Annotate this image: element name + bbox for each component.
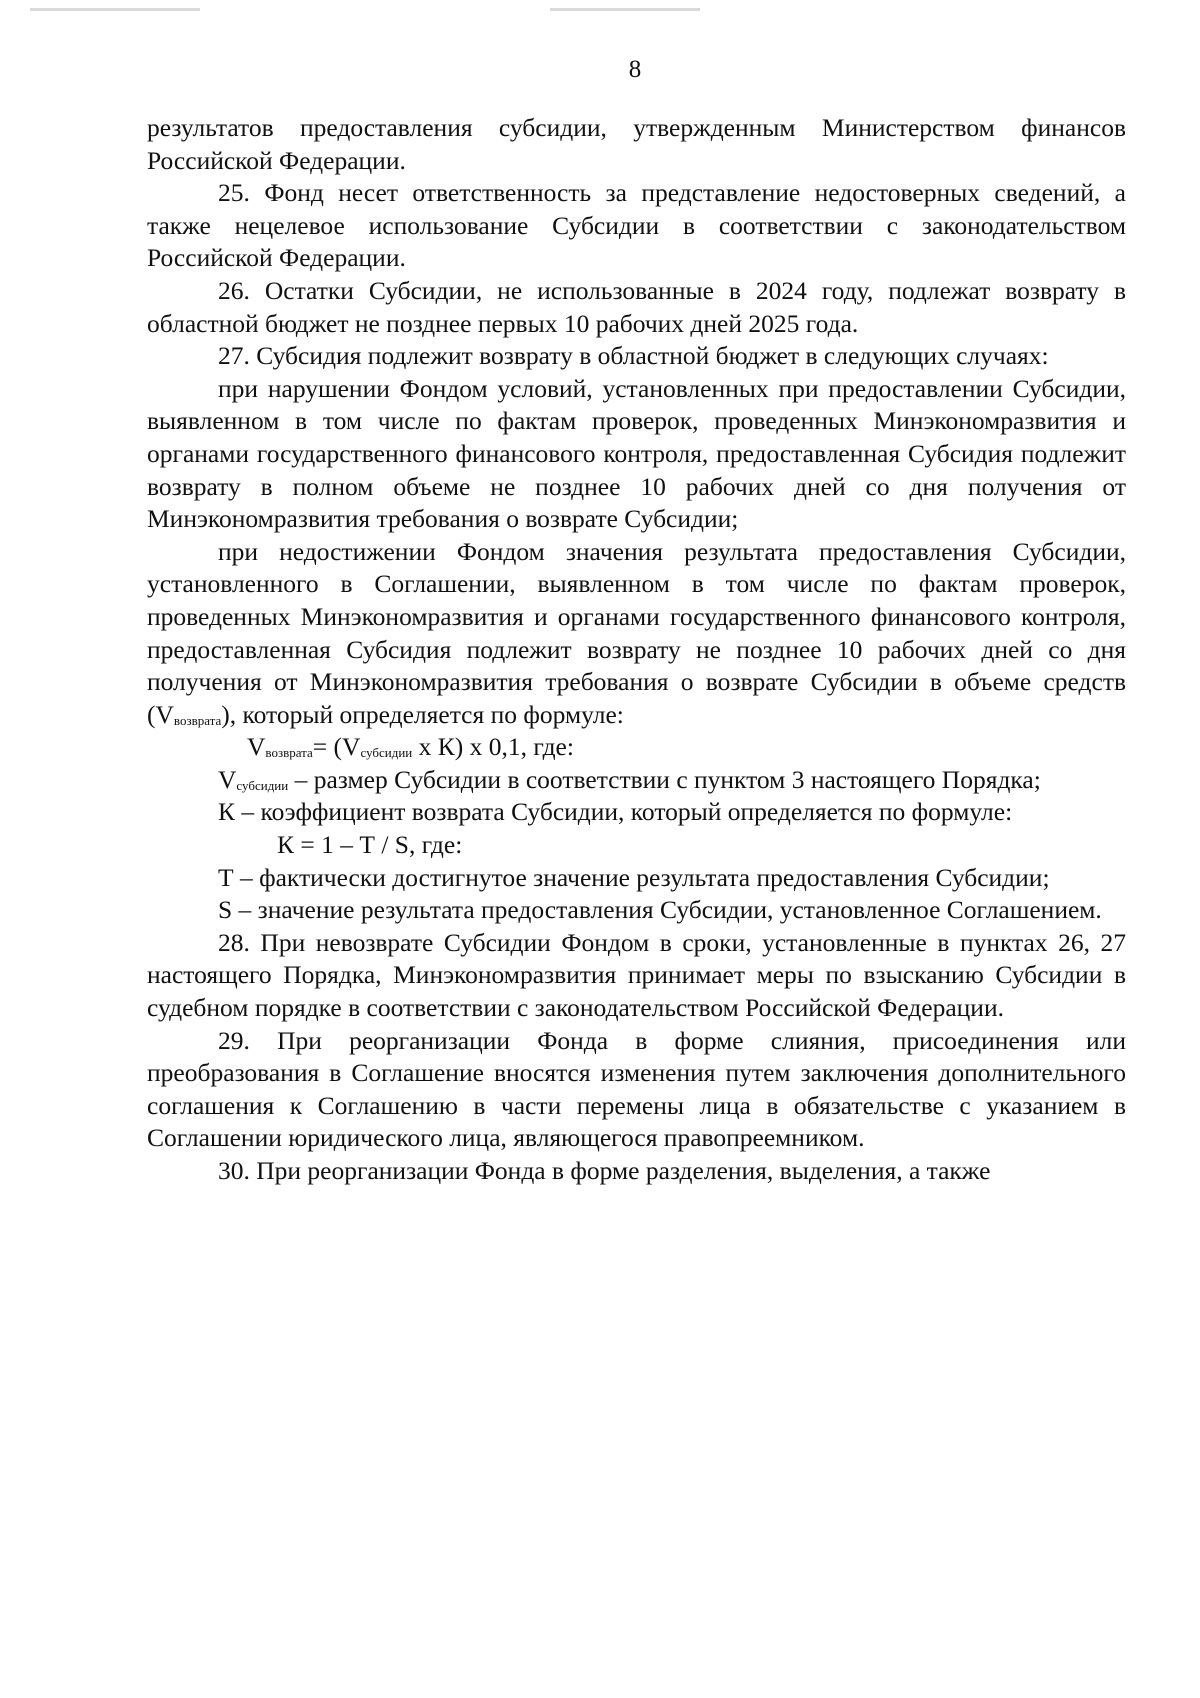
scan-edge-mark	[30, 8, 200, 11]
scan-edge-mark	[550, 8, 700, 11]
paragraph-28: 28. При невозврате Субсидии Фондом в сроки, установленные в пунктах 26, 27 настоящего Порядка, Минэкономразвития принимает меры по взысканию Субсидии в судебном порядке в соответствии с законодательством Российской Федерации.	[147, 927, 1126, 1023]
formula-text: x К) x 0,1, где:	[412, 732, 574, 762]
formula-text: = (V	[312, 732, 361, 762]
definition-k: К – коэффициент возврата Субсидии, который определяется по формуле:	[218, 797, 1013, 827]
paragraph-text: при недостижении Фондом значения результата предоставления Субсидии, установленного в Соглашении, выявленном в том числе по фактам проверок, проведенных Минэкономразвития и органами государственного финансового контроля, предоставленная Субсидия подлежит возврату не позднее 10 рабочих дней со дня получения от Минэкономразвития требования о возврате Субсидии в объеме средств (V	[147, 536, 1126, 729]
definition-s: S – значение результата предоставления Субсидии, установленное Соглашением.	[218, 895, 1102, 925]
formula-k: К = 1 – Т / S, где:	[277, 830, 463, 860]
formula-symbol: V	[247, 732, 266, 762]
page-number: 8	[628, 56, 642, 83]
paragraph-29: 29. При реорганизации Фонда в форме слияния, присоединения или преобразования в Соглашение вносятся изменения путем заключения дополнительного соглашения к Соглашению в части перемены лица в обязательстве с указанием в Соглашении юридического лица, являющегося правопреемником.	[147, 1025, 1126, 1153]
paragraph-30: 30. При реорганизации Фонда в форме разделения, выделения, а также	[218, 1156, 991, 1185]
subscript-subsidii: субсидии	[360, 745, 413, 761]
paragraph-27-case-violation: при нарушении Фондом условий, установленных при предоставлении Субсидии, выявленном в том числе по фактам проверок, проведенных Минэкономразвития и органами государственного финансового контроля, предоставленная Субсидия подлежит возврату в полном объеме не позднее 10 рабочих дней со дня получения от Минэкономразвития требования о возврате Субсидии;	[147, 373, 1126, 534]
paragraph-continuation: результатов предоставления субсидии, утвержденным Министерством финансов Российской Федерации.	[147, 113, 1126, 175]
subscript-vozvrata: возврата	[173, 712, 222, 728]
paragraph-27: 27. Субсидия подлежит возврату в областной бюджет в следующих случаях:	[218, 341, 1049, 371]
subscript-subsidii: субсидии	[236, 777, 289, 793]
subscript-vozvrata: возврата	[265, 745, 313, 761]
paragraph-26: 26. Остатки Субсидии, не использованные в 2024 году, подлежат возврату в областной бюджет не позднее первых 10 рабочих дней 2025 года.	[147, 275, 1126, 338]
formula-v-vozvrata	[147, 731, 1126, 764]
paragraph-25: 25. Фонд несет ответственность за представление недостоверных сведений, а также нецелевое использование Субсидии в соответствии с законодательством Российской Федерации.	[147, 178, 1126, 273]
definition-v-subsidii	[147, 764, 1126, 797]
paragraph-text: ), который определяется по формуле:	[221, 699, 624, 729]
paragraph-27-case-nonachievement	[147, 536, 1126, 732]
document-body	[147, 112, 1126, 1188]
definition-symbol: V	[218, 764, 237, 794]
definition-text: – размер Субсидии в соответствии с пунктом 3 настоящего Порядка;	[288, 764, 1041, 794]
definition-t: Т – фактически достигнутое значение результата предоставления Субсидии;	[218, 862, 1050, 892]
